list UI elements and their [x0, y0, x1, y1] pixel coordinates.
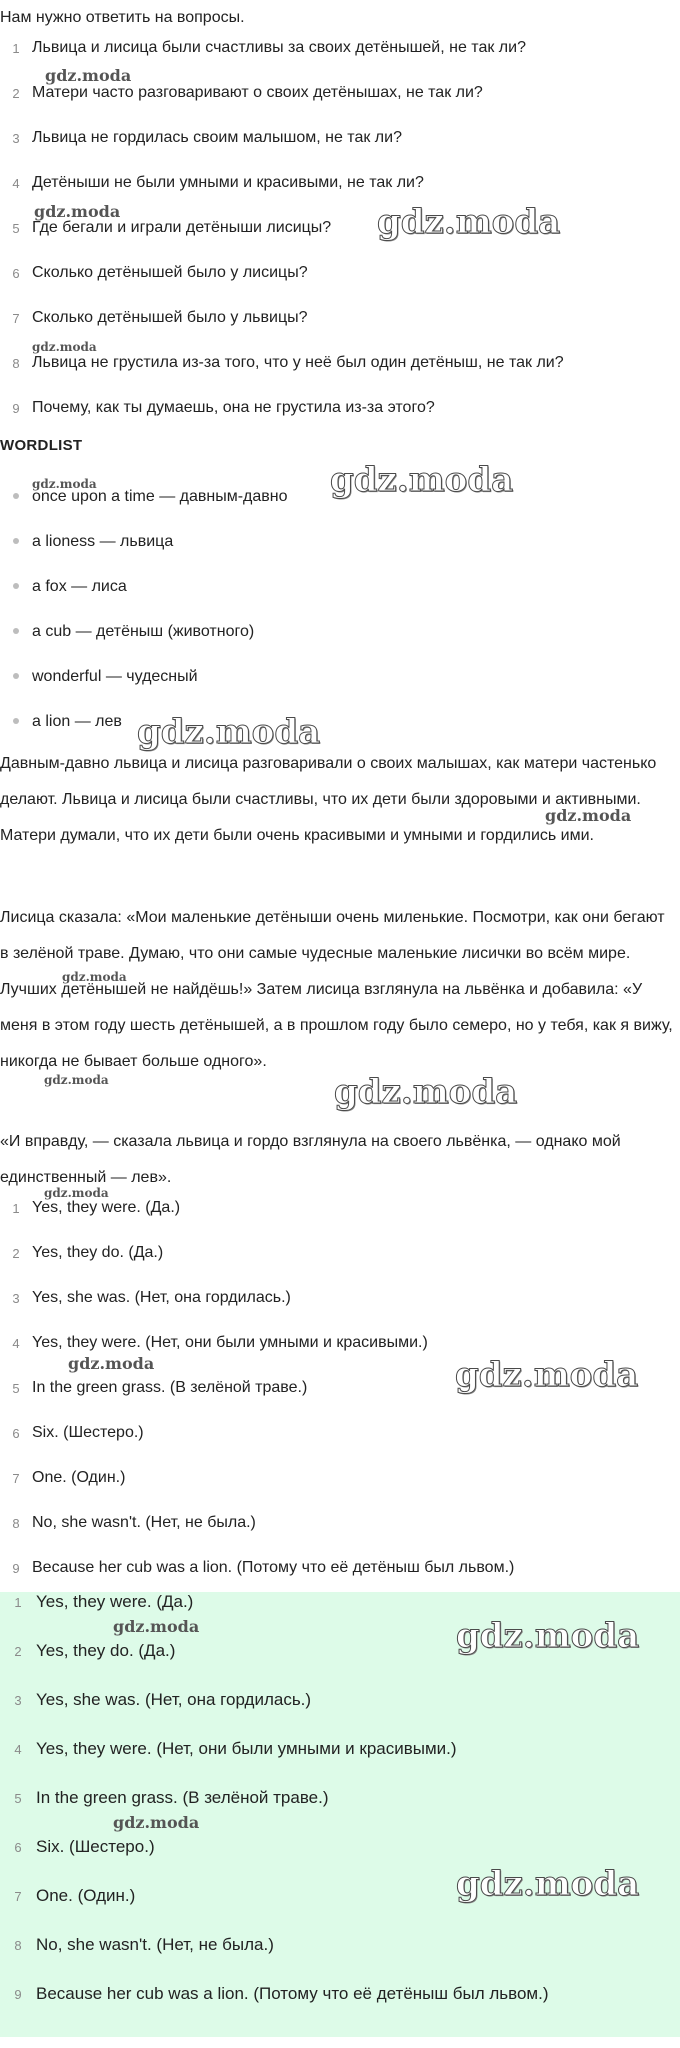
questions-list [0, 38, 680, 443]
list-item [0, 128, 680, 173]
watermark: gdz.moda [545, 806, 632, 825]
list-item [0, 1423, 680, 1468]
answer-text: Yes, they do. (Да.) [36, 1641, 176, 1660]
item-number: 7 [12, 311, 20, 326]
answer-box [0, 1592, 680, 2037]
bullet-icon [0, 577, 32, 589]
answer-text: One. (Один.) [36, 1886, 136, 1905]
item-number: 4 [12, 1336, 20, 1351]
item-number: 1 [12, 1201, 20, 1216]
wordlist-entry: a lion — лев [32, 713, 122, 730]
list-item [0, 1837, 680, 1886]
question-text: Львица не грустила из-за того, что у неё был один детёныш, не так ли? [32, 354, 564, 371]
list-item [0, 1935, 680, 1984]
list-item [0, 1641, 680, 1690]
list-item [0, 263, 680, 308]
item-number: 6 [14, 1840, 22, 1855]
list-item [0, 353, 680, 398]
watermark: gdz.moda [113, 1617, 200, 1636]
answer-box-list [0, 1592, 680, 2033]
answer-text: Because her cub was a lion. (Потому что её детёныш был львом.) [32, 1559, 515, 1576]
bullet-icon [0, 487, 32, 499]
watermark: gdz.moda [456, 1864, 640, 1904]
item-number: 6 [12, 1426, 20, 1441]
list-item [0, 1288, 680, 1333]
list-item [0, 1690, 680, 1739]
list-item [0, 1592, 680, 1641]
item-number: 3 [12, 1291, 20, 1306]
answer-text: Yes, she was. (Нет, она гордилась.) [32, 1289, 291, 1306]
watermark: gdz.moda [330, 460, 514, 500]
answer-text: Yes, she was. (Нет, она гордилась.) [36, 1690, 312, 1709]
watermark: gdz.moda [113, 1813, 200, 1832]
list-item [0, 1788, 680, 1837]
answer-text: Yes, they were. (Да.) [32, 1199, 181, 1216]
list-item [0, 1984, 680, 2033]
question-text: Сколько детёнышей было у львицы? [32, 309, 308, 326]
list-item [0, 1198, 680, 1243]
list-item [0, 218, 680, 263]
list-item [0, 1739, 680, 1788]
item-number: 1 [14, 1595, 22, 1610]
list-item [0, 1886, 680, 1935]
watermark: gdz.moda [34, 202, 121, 221]
answers-list [0, 1198, 680, 1603]
answer-text: Yes, they were. (Да.) [36, 1592, 194, 1611]
question-text: Сколько детёнышей было у лисицы? [32, 264, 308, 281]
list-item [0, 38, 680, 83]
question-text: Львица не гордилась своим малышом, не так ли? [32, 129, 402, 146]
answer-text: In the green grass. (В зелёной траве.) [32, 1379, 308, 1396]
watermark: gdz.moda [455, 1355, 639, 1395]
intro-text: Нам нужно ответить на вопросы. [0, 9, 245, 26]
list-item [0, 622, 680, 667]
answer-text: Yes, they were. (Нет, они были умными и красивыми.) [36, 1739, 457, 1758]
wordlist-heading: WORDLIST [0, 437, 83, 454]
item-number: 5 [14, 1791, 22, 1806]
wordlist-entry: a fox — лиса [32, 578, 127, 595]
answer-text: No, she wasn't. (Нет, не была.) [36, 1935, 274, 1954]
list-item [0, 667, 680, 712]
watermark: gdz.moda [334, 1072, 518, 1112]
answer-text: Yes, they do. (Да.) [32, 1244, 164, 1261]
wordlist-entry: a cub — детёныш (животного) [32, 623, 255, 640]
item-number: 8 [12, 356, 20, 371]
item-number: 9 [14, 1987, 22, 2002]
item-number: 5 [12, 1381, 20, 1396]
answer-text: Six. (Шестеро.) [36, 1837, 155, 1856]
watermark: gdz.moda [44, 1186, 109, 1200]
watermark: gdz.moda [32, 340, 97, 354]
answer-text: Because her cub was a lion. (Потому что её детёныш был львом.) [36, 1984, 549, 2003]
item-number: 1 [12, 41, 20, 56]
watermark: gdz.moda [377, 202, 561, 242]
answer-text: No, she wasn't. (Нет, не была.) [32, 1514, 256, 1531]
watermark: gdz.moda [45, 66, 132, 85]
item-number: 7 [14, 1889, 22, 1904]
watermark: gdz.moda [44, 1073, 109, 1087]
wordlist-entry: wonderful — чудесный [32, 668, 198, 685]
list-item [0, 577, 680, 622]
watermark: gdz.moda [32, 477, 97, 491]
question-text: Львица и лисица были счастливы за своих детёнышей, не так ли? [32, 39, 526, 56]
item-number: 9 [12, 401, 20, 416]
question-text: Где бегали и играли детёныши лисицы? [32, 219, 332, 236]
watermark: gdz.moda [456, 1616, 640, 1656]
story-paragraph: Лисица сказала: «Мои маленькие детёныши очень миленькие. Посмотри, как они бегают в зелёной траве. Думаю, что они самые чудесные маленькие лисички во всём мире. Лучших детёнышей не найдёшь!» Затем лисица взглянула на львёнка и добавила: «У меня в этом году шесть детёнышей, а в прошлом году было семеро, но у тебя, как я вижу, никогда не бывает больше одного». [0, 909, 673, 1070]
story-paragraph: Давным-давно львица и лисица разговаривали о своих малышах, как матери частенько делают. Львица и лисица были счастливы, что их дети были здоровыми и активными. Матери думали, что их дети были очень красивыми и умными и гордились ими. [0, 755, 657, 844]
bullet-icon [0, 532, 32, 544]
list-item [0, 1513, 680, 1558]
question-text: Почему, как ты думаешь, она не грустила из-за этого? [32, 399, 435, 416]
list-item [0, 398, 680, 443]
item-number: 3 [12, 131, 20, 146]
item-number: 2 [12, 86, 20, 101]
list-item [0, 1378, 680, 1423]
list-item [0, 83, 680, 128]
list-item [0, 532, 680, 577]
answer-text: Yes, they were. (Нет, они были умными и красивыми.) [32, 1334, 428, 1351]
wordlist [0, 487, 680, 757]
item-number: 9 [12, 1561, 20, 1576]
answer-text: In the green grass. (В зелёной траве.) [36, 1788, 329, 1807]
answer-text: Six. (Шестеро.) [32, 1424, 144, 1441]
item-number: 5 [12, 221, 20, 236]
item-number: 7 [12, 1471, 20, 1486]
list-item [0, 1243, 680, 1288]
answer-text: One. (Один.) [32, 1469, 126, 1486]
question-text: Матери часто разговаривают о своих детёнышах, не так ли? [32, 84, 483, 101]
question-text: Детёныши не были умными и красивыми, не так ли? [32, 174, 424, 191]
item-number: 2 [14, 1644, 22, 1659]
list-item [0, 173, 680, 218]
list-item [0, 487, 680, 532]
item-number: 2 [12, 1246, 20, 1261]
item-number: 8 [12, 1516, 20, 1531]
story-paragraph: «И вправду, — сказала львица и гордо взглянула на своего львёнка, — однако мой единственный — лев». [0, 1133, 621, 1186]
item-number: 4 [12, 176, 20, 191]
wordlist-entry: a lioness — львица [32, 533, 174, 550]
bullet-icon [0, 622, 32, 634]
item-number: 3 [14, 1693, 22, 1708]
list-item [0, 308, 680, 353]
item-number: 4 [14, 1742, 22, 1757]
list-item [0, 1333, 680, 1378]
bullet-icon [0, 712, 32, 724]
item-number: 8 [14, 1938, 22, 1953]
watermark: gdz.moda [68, 1354, 155, 1373]
list-item [0, 1468, 680, 1513]
bullet-icon [0, 667, 32, 679]
wordlist-entry: once upon a time — давным-давно [32, 488, 288, 505]
watermark: gdz.moda [137, 712, 321, 752]
item-number: 6 [12, 266, 20, 281]
watermark: gdz.moda [62, 970, 127, 984]
